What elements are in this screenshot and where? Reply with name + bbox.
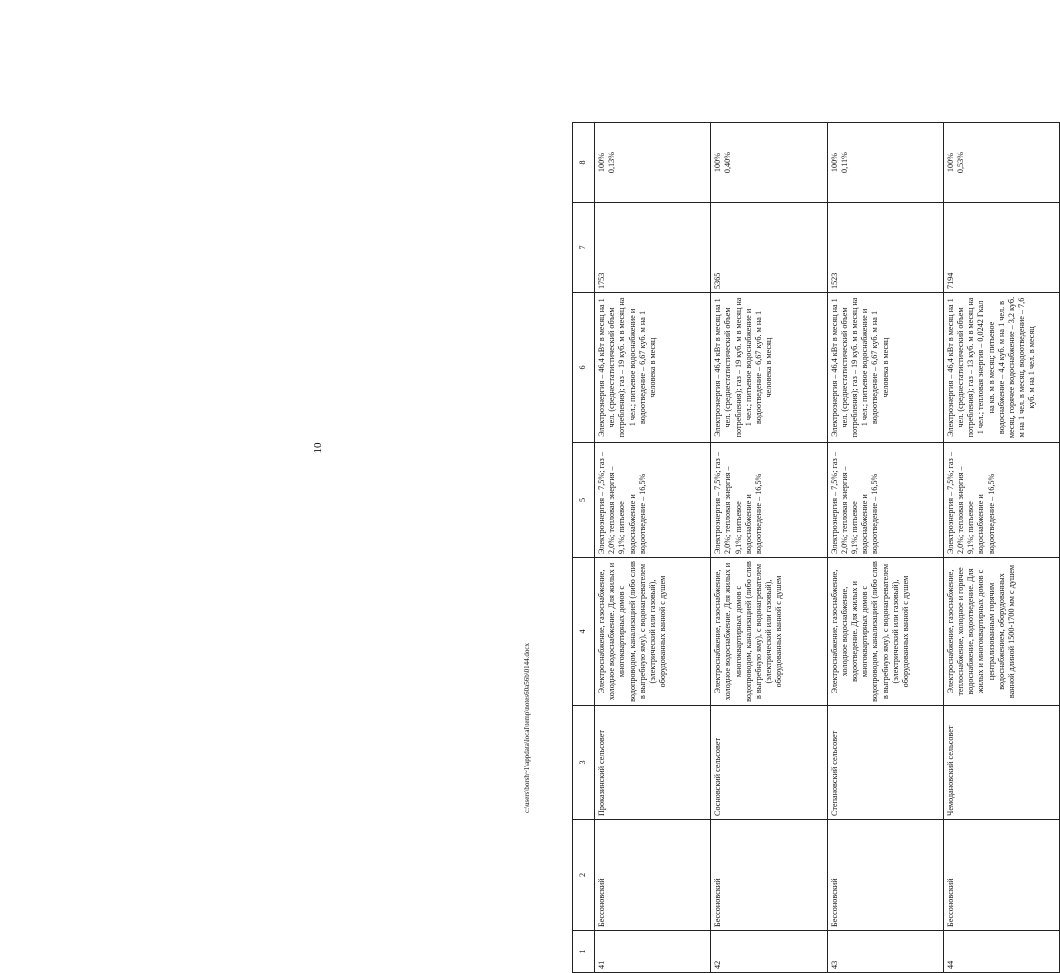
percent-share: 0,40% — [723, 151, 733, 174]
district-cell: Бессоновский — [711, 820, 827, 931]
percent-share: 0,13% — [607, 151, 617, 174]
percent-share: 0,11% — [839, 152, 849, 173]
header-cell: 2 — [573, 820, 595, 931]
table-row — [943, 123, 1059, 973]
district-cell: Бессоновский — [595, 820, 711, 931]
settlement-cell: Степановский сельсовет — [827, 706, 943, 820]
table-row — [711, 123, 827, 973]
percent-cell — [711, 123, 827, 203]
tariff-table — [572, 122, 1060, 973]
header-cell: 7 — [573, 203, 595, 293]
row-number: 42 — [711, 931, 827, 973]
file-path-footer: c:\users\borsh~1\appdata\local\temp\notes60a56b\0144.docx — [523, 643, 531, 813]
header-cell: 5 — [573, 443, 595, 558]
header-cell: 8 — [573, 123, 595, 203]
volumes-cell: Электроэнергия – 46,4 кВт в месяц на 1 чел. (среднестатистический объем потребления); газ – 19 куб. м в месяц на 1 чел.; питьевое водоснабжение и водоотведение – 6,67 куб. м на 1 человека в месяц — [711, 293, 827, 443]
page-number: 10 — [312, 442, 324, 454]
services-cell: Электроснабжение, газоснабжение, теплоснабжение, холодное и горячее водоснабжение, водоотведение. Для жилых и многоквартирных домов с централизованным горячим водоснабжением, оборудованных ванной длиной 1500-1700 мм с душем — [943, 558, 1059, 706]
header-cell: 1 — [573, 931, 595, 973]
header-cell: 6 — [573, 293, 595, 443]
header-cell: 3 — [573, 706, 595, 820]
shares-cell: Электроэнергия – 7,5%; газ – 2,0%; тепловая энергия – 9,1%; питьевое водоснабжение и водоотведение – 16,5% — [827, 443, 943, 558]
district-cell: Бессоновский — [827, 820, 943, 931]
settlement-cell: Проказинский сельсовет — [595, 706, 711, 820]
table-row — [827, 123, 943, 973]
header-row — [573, 123, 595, 973]
volumes-cell: Электроэнергия – 46,4 кВт в месяц на 1 чел. (среднестатистический объем потребления); газ – 19 куб. м в месяц на 1 чел.; питьевое водоснабжение и водоотведение – 6,67 куб. м на 1 человека в месяц — [595, 293, 711, 443]
population-cell: 1523 — [827, 203, 943, 293]
population-cell: 1753 — [595, 203, 711, 293]
volumes-cell: Электроэнергия – 46,4 кВт в месяц на 1 чел. (среднестатистический объем потребления); газ – 13 куб. м в месяц на 1 чел.; тепловая энергия – 0,0242 Гкал на кв. м в месяц; питьевое водоснабжение – 4,4 куб. м на 1 чел. в месяц, горячее водоснабжение – 3,2 куб. м на 1 чел. в месяц, водоотведение – 7,6 куб. м на 1 чел. в месяц — [943, 293, 1059, 443]
population-cell: 7194 — [943, 203, 1059, 293]
population-cell: 5365 — [711, 203, 827, 293]
percent-total: 100% — [713, 152, 723, 173]
services-cell: Электроснабжение, газоснабжение, холодное водоснабжение. Для жилых и многоквартирных домов с водопроводом, канализацией (либо слив в выгребную яму), с водонагревателем (электрический или газовый), оборудованных ванной с душем — [595, 558, 711, 706]
percent-cell — [943, 123, 1059, 203]
percent-cell — [827, 123, 943, 203]
shares-cell: Электроэнергия – 7,5%; газ – 2,0%; тепловая энергия – 9,1%; питьевое водоснабжение и водоотведение – 16,5% — [595, 443, 711, 558]
settlement-cell: Чемодановский сельсовет — [943, 706, 1059, 820]
header-cell: 4 — [573, 558, 595, 706]
row-number: 43 — [827, 931, 943, 973]
percent-total: 100% — [597, 152, 607, 173]
row-number: 44 — [943, 931, 1059, 973]
settlement-cell: Сосновский сельсовет — [711, 706, 827, 820]
percent-cell — [595, 123, 711, 203]
services-cell: Электроснабжение, газоснабжение, холодное водоснабжение. Для жилых и многоквартирных домов с водопроводом, канализацией (либо слив в выгребную яму), с водонагревателем (электрический или газовый), оборудованных ванной с душем — [711, 558, 827, 706]
percent-total: 100% — [945, 152, 955, 173]
table-wrapper — [572, 123, 1060, 973]
percent-share: 0,53% — [955, 151, 965, 174]
shares-cell: Электроэнергия – 7,5%; газ – 2,0%; тепловая энергия – 9,1%; питьевое водоснабжение и водоотведение – 16,5% — [943, 443, 1059, 558]
percent-total: 100% — [829, 152, 839, 173]
district-cell: Бессоновский — [943, 820, 1059, 931]
services-cell: Электроснабжение, газоснабжение, холодное водоснабжение, водоотведение. Для жилых и многоквартирных домов с водопроводом, канализацией (либо слив в выгребную яму), с водонагревателем (электрический или газовый), оборудованных ванной с душем — [827, 558, 943, 706]
row-number: 41 — [595, 931, 711, 973]
table-row — [595, 123, 711, 973]
shares-cell: Электроэнергия – 7,5%; газ – 2,0%; тепловая энергия – 9,1%; питьевое водоснабжение и водоотведение – 16,5% — [711, 443, 827, 558]
volumes-cell: Электроэнергия – 46,4 кВт в месяц на 1 чел. (среднестатистический объем потребления); газ – 19 куб. м в месяц на 1 чел.; питьевое водоснабжение и водоотведение – 6,67 куб. м на 1 человека в месяц — [827, 293, 943, 443]
